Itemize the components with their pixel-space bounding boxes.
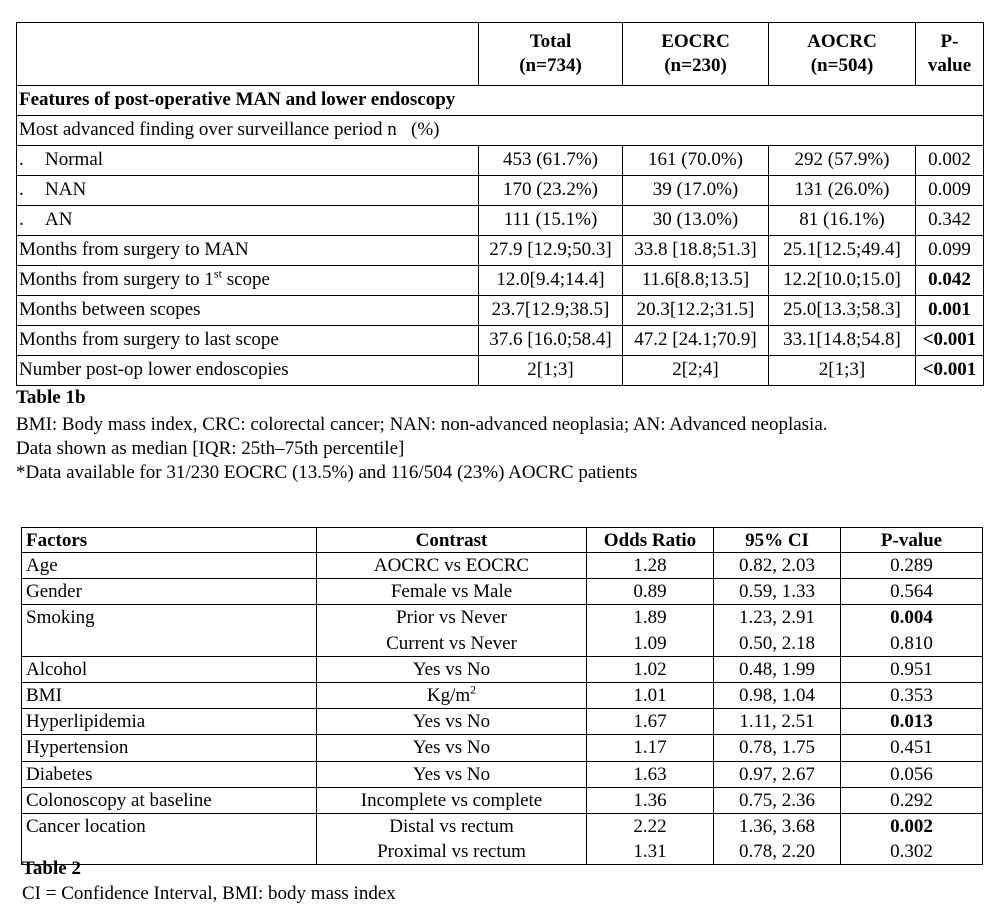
contrast-text: Yes vs No bbox=[412, 658, 491, 680]
row-label bbox=[17, 236, 479, 266]
cell-pvalue: 0.042 bbox=[916, 266, 984, 296]
contrast-text: Prior vs Never bbox=[396, 607, 507, 629]
row-label-text: Months from surgery to 1 bbox=[19, 269, 214, 291]
cell-ci: 0.48, 1.99 bbox=[714, 656, 841, 682]
cell-total: 170 (23.2%) bbox=[479, 176, 623, 206]
cell-pvalue: 0.056 bbox=[841, 761, 983, 787]
header-aocrc-line2: (n=504) bbox=[810, 55, 874, 76]
cell-pvalue: <0.001 bbox=[916, 326, 984, 356]
cell-contrast bbox=[317, 787, 587, 813]
table-1b-header-pvalue bbox=[916, 23, 984, 86]
contrast-text: Yes vs No bbox=[412, 763, 491, 785]
cell-ci: 0.50, 2.18 bbox=[714, 631, 841, 657]
table-1b-row bbox=[17, 266, 984, 296]
contrast-text: Incomplete vs complete bbox=[360, 789, 543, 811]
table-2-header-row bbox=[22, 528, 983, 553]
cell-factor: Hypertension bbox=[22, 735, 317, 761]
cell-odds-ratio: 1.09 bbox=[587, 631, 714, 657]
cell-odds-ratio: 1.02 bbox=[587, 656, 714, 682]
cell-ci: 0.78, 2.20 bbox=[714, 839, 841, 865]
table-1b-note-availability: *Data available for 31/230 EOCRC (13.5%) and 116/504 (23%) AOCRC patients bbox=[16, 462, 638, 483]
table-2-header-contrast: Contrast bbox=[317, 528, 587, 553]
cell-odds-ratio: 1.01 bbox=[587, 682, 714, 708]
table-2-row bbox=[22, 735, 983, 761]
cell-ci: 0.82, 2.03 bbox=[714, 553, 841, 579]
header-aocrc-line1: AOCRC bbox=[807, 31, 877, 53]
cell-eocrc: 33.8 [18.8;51.3] bbox=[623, 236, 769, 266]
cell-contrast bbox=[317, 813, 587, 839]
cell-total: 111 (15.1%) bbox=[479, 206, 623, 236]
cell-pvalue: 0.353 bbox=[841, 682, 983, 708]
cell-factor: Hyperlipidemia bbox=[22, 709, 317, 735]
cell-aocrc: 33.1[14.8;54.8] bbox=[769, 326, 916, 356]
cell-factor: Age bbox=[22, 553, 317, 579]
contrast-text: Kg/m bbox=[426, 685, 471, 707]
row-label bbox=[17, 146, 479, 176]
cell-factor: Gender bbox=[22, 579, 317, 605]
section-title: Features of post-operative MAN and lower endoscopy bbox=[17, 86, 984, 116]
cell-aocrc: 131 (26.0%) bbox=[769, 176, 916, 206]
cell-pvalue: <0.001 bbox=[916, 356, 984, 386]
table-1b-row bbox=[17, 146, 984, 176]
header-eocrc-line2: (n=230) bbox=[664, 55, 727, 76]
table-2-header-pvalue: P-value bbox=[841, 528, 983, 553]
table-1b-header-total bbox=[479, 23, 623, 86]
row-bullet: . bbox=[19, 179, 24, 201]
row-label-text: Number post-op lower endoscopies bbox=[19, 359, 289, 381]
table-2-note: CI = Confidence Interval, BMI: body mass index bbox=[22, 883, 396, 904]
cell-ci: 0.97, 2.67 bbox=[714, 761, 841, 787]
table-1b-header-row bbox=[17, 23, 984, 86]
row-label-text: Months between scopes bbox=[19, 299, 201, 321]
cell-pvalue: 0.009 bbox=[916, 176, 984, 206]
cell-pvalue: 0.564 bbox=[841, 579, 983, 605]
header-total-line2: (n=734) bbox=[519, 55, 582, 76]
table-2-row bbox=[22, 553, 983, 579]
cell-pvalue: 0.013 bbox=[841, 709, 983, 735]
contrast-sup: 2 bbox=[470, 682, 477, 697]
cell-pvalue: 0.810 bbox=[841, 631, 983, 657]
cell-factor: Alcohol bbox=[22, 656, 317, 682]
table-1b-note-abbrev: BMI: Body mass index, CRC: colorectal cancer; NAN: non-advanced neoplasia; AN: Advanced neoplasia. bbox=[16, 414, 828, 435]
table-2-header-ci: 95% CI bbox=[714, 528, 841, 553]
cell-ci: 0.78, 1.75 bbox=[714, 735, 841, 761]
cell-aocrc: 2[1;3] bbox=[769, 356, 916, 386]
cell-contrast bbox=[317, 553, 587, 579]
table-2-row bbox=[22, 605, 983, 631]
table-2 bbox=[21, 527, 983, 865]
cell-total: 453 (61.7%) bbox=[479, 146, 623, 176]
table-1b-row bbox=[17, 296, 984, 326]
table-1b-caption: Table 1b bbox=[16, 387, 86, 408]
table-1b bbox=[16, 22, 984, 386]
cell-contrast bbox=[317, 656, 587, 682]
table-1b-row bbox=[17, 206, 984, 236]
cell-factor: Smoking bbox=[22, 605, 317, 631]
cell-total: 12.0[9.4;14.4] bbox=[479, 266, 623, 296]
cell-aocrc: 25.0[13.3;58.3] bbox=[769, 296, 916, 326]
table-1b-header-blank bbox=[17, 23, 479, 86]
cell-pvalue: 0.451 bbox=[841, 735, 983, 761]
table-1b-row bbox=[17, 236, 984, 266]
cell-pvalue: 0.292 bbox=[841, 787, 983, 813]
cell-ci: 1.36, 3.68 bbox=[714, 813, 841, 839]
cell-odds-ratio: 0.89 bbox=[587, 579, 714, 605]
cell-ci: 0.59, 1.33 bbox=[714, 579, 841, 605]
table-1b-row bbox=[17, 176, 984, 206]
cell-odds-ratio: 1.31 bbox=[587, 839, 714, 865]
cell-aocrc: 81 (16.1%) bbox=[769, 206, 916, 236]
cell-odds-ratio: 2.22 bbox=[587, 813, 714, 839]
row-label-text: NAN bbox=[45, 179, 87, 201]
row-label bbox=[17, 356, 479, 386]
cell-factor: BMI bbox=[22, 682, 317, 708]
table-2-header-odds-ratio: Odds Ratio bbox=[587, 528, 714, 553]
cell-odds-ratio: 1.17 bbox=[587, 735, 714, 761]
cell-pvalue: 0.004 bbox=[841, 605, 983, 631]
row-label-sup: st bbox=[213, 266, 222, 281]
cell-odds-ratio: 1.36 bbox=[587, 787, 714, 813]
contrast-text: Yes vs No bbox=[412, 737, 491, 759]
cell-factor: Diabetes bbox=[22, 761, 317, 787]
cell-contrast bbox=[317, 682, 587, 708]
cell-pvalue: 0.289 bbox=[841, 553, 983, 579]
table-1b-row bbox=[17, 326, 984, 356]
table-1b-note-median: Data shown as median [IQR: 25th–75th percentile] bbox=[16, 438, 405, 459]
cell-ci: 0.75, 2.36 bbox=[714, 787, 841, 813]
cell-odds-ratio: 1.28 bbox=[587, 553, 714, 579]
cell-contrast bbox=[317, 735, 587, 761]
cell-contrast bbox=[317, 709, 587, 735]
row-label bbox=[17, 176, 479, 206]
cell-pvalue: 0.342 bbox=[916, 206, 984, 236]
table-2-header-factors: Factors bbox=[22, 528, 317, 553]
header-eocrc-line1: EOCRC bbox=[661, 31, 730, 53]
table-2-row bbox=[22, 761, 983, 787]
row-label-text: Months from surgery to last scope bbox=[19, 329, 279, 351]
cell-factor: Cancer location bbox=[22, 813, 317, 839]
table-2-row bbox=[22, 813, 983, 839]
row-bullet: . bbox=[19, 149, 24, 171]
row-label bbox=[17, 296, 479, 326]
contrast-text: Female vs Male bbox=[390, 581, 513, 603]
contrast-text: AOCRC vs EOCRC bbox=[373, 555, 530, 577]
row-label-text: Months from surgery to MAN bbox=[19, 239, 249, 261]
table-1b-header-aocrc bbox=[769, 23, 916, 86]
cell-eocrc: 47.2 [24.1;70.9] bbox=[623, 326, 769, 356]
cell-ci: 1.11, 2.51 bbox=[714, 709, 841, 735]
cell-contrast bbox=[317, 579, 587, 605]
cell-pvalue: 0.302 bbox=[841, 839, 983, 865]
cell-eocrc: 39 (17.0%) bbox=[623, 176, 769, 206]
table-2-row bbox=[22, 787, 983, 813]
row-label bbox=[17, 206, 479, 236]
table-1b-header-eocrc bbox=[623, 23, 769, 86]
cell-contrast bbox=[317, 631, 587, 657]
header-pvalue-line2: value bbox=[927, 55, 972, 76]
cell-pvalue: 0.099 bbox=[916, 236, 984, 266]
cell-aocrc: 25.1[12.5;49.4] bbox=[769, 236, 916, 266]
table-2-row bbox=[22, 631, 983, 657]
cell-total: 27.9 [12.9;50.3] bbox=[479, 236, 623, 266]
contrast-text: Current vs Never bbox=[386, 632, 517, 654]
cell-ci: 1.23, 2.91 bbox=[714, 605, 841, 631]
subsection-title: Most advanced finding over surveillance period n (%) bbox=[17, 116, 984, 146]
contrast-text: Distal vs rectum bbox=[389, 815, 514, 837]
row-label-text: Normal bbox=[45, 149, 104, 171]
table-2-row bbox=[22, 839, 983, 865]
cell-eocrc: 161 (70.0%) bbox=[623, 146, 769, 176]
cell-aocrc: 292 (57.9%) bbox=[769, 146, 916, 176]
cell-pvalue: 0.001 bbox=[916, 296, 984, 326]
cell-pvalue: 0.951 bbox=[841, 656, 983, 682]
header-pvalue-line1: P- bbox=[940, 31, 959, 53]
cell-contrast bbox=[317, 839, 587, 865]
cell-odds-ratio: 1.67 bbox=[587, 709, 714, 735]
cell-total: 37.6 [16.0;58.4] bbox=[479, 326, 623, 356]
cell-eocrc: 20.3[12.2;31.5] bbox=[623, 296, 769, 326]
table-2-caption: Table 2 bbox=[22, 858, 81, 879]
contrast-text: Proximal vs rectum bbox=[377, 841, 526, 863]
table-1b-row bbox=[17, 356, 984, 386]
cell-total: 23.7[12.9;38.5] bbox=[479, 296, 623, 326]
cell-eocrc: 2[2;4] bbox=[623, 356, 769, 386]
table-1b-subsection-row bbox=[17, 116, 984, 146]
header-total-line1: Total bbox=[529, 31, 572, 53]
table-2-row bbox=[22, 682, 983, 708]
cell-eocrc: 11.6[8.8;13.5] bbox=[623, 266, 769, 296]
cell-pvalue: 0.002 bbox=[916, 146, 984, 176]
table-2-row bbox=[22, 656, 983, 682]
cell-odds-ratio: 1.63 bbox=[587, 761, 714, 787]
row-label bbox=[17, 266, 479, 296]
cell-odds-ratio: 1.89 bbox=[587, 605, 714, 631]
row-label-tail: scope bbox=[221, 269, 270, 291]
row-label bbox=[17, 326, 479, 356]
cell-pvalue: 0.002 bbox=[841, 813, 983, 839]
cell-factor: Colonoscopy at baseline bbox=[22, 787, 317, 813]
table-1b-section-row bbox=[17, 86, 984, 116]
cell-contrast bbox=[317, 761, 587, 787]
cell-total: 2[1;3] bbox=[479, 356, 623, 386]
cell-factor bbox=[22, 631, 317, 657]
contrast-text: Yes vs No bbox=[412, 711, 491, 733]
table-2-row bbox=[22, 579, 983, 605]
row-bullet: . bbox=[19, 209, 24, 231]
row-label-text: AN bbox=[45, 209, 73, 231]
table-2-row bbox=[22, 709, 983, 735]
cell-aocrc: 12.2[10.0;15.0] bbox=[769, 266, 916, 296]
cell-contrast bbox=[317, 605, 587, 631]
cell-eocrc: 30 (13.0%) bbox=[623, 206, 769, 236]
cell-ci: 0.98, 1.04 bbox=[714, 682, 841, 708]
